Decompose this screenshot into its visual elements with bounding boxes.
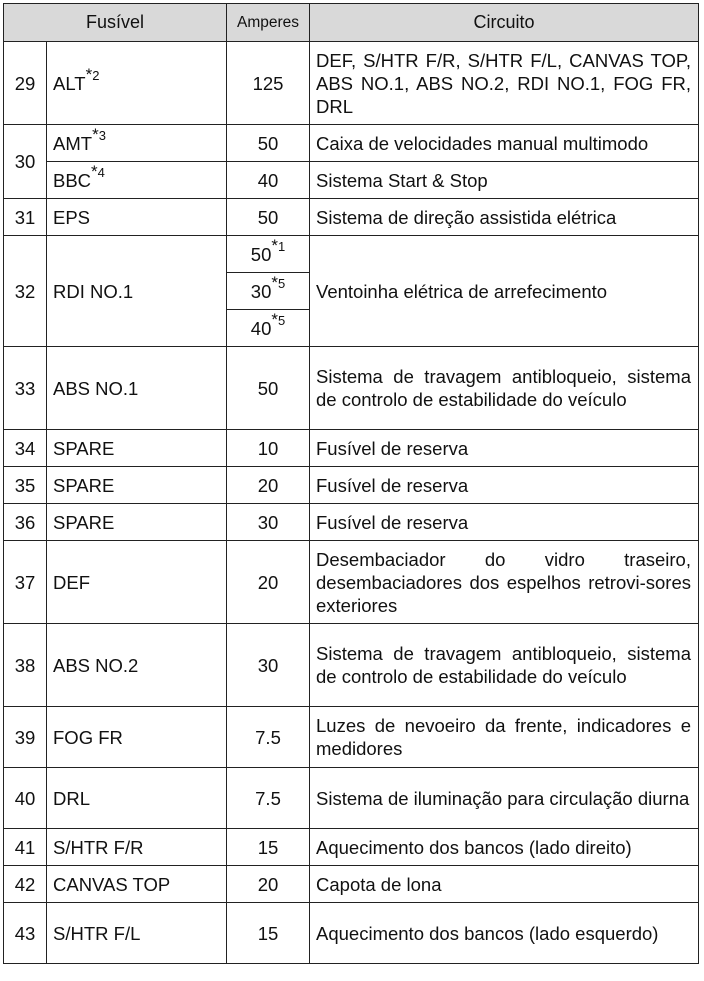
fuse-circuit: Fusível de reserva [310, 504, 699, 541]
table-row [4, 162, 699, 199]
fuse-amperes: 20 [227, 866, 310, 903]
fuse-name [47, 162, 227, 199]
fuse-amperes: 50 [227, 125, 310, 162]
fuse-number: 33 [4, 347, 47, 430]
fuse-number: 35 [4, 467, 47, 504]
fuse-name: DRL [47, 768, 227, 829]
fuse-amperes: 7.5 [227, 768, 310, 829]
footnote-ref: *5 [271, 310, 286, 330]
fuse-name: S/HTR F/R [47, 829, 227, 866]
fuse-number: 41 [4, 829, 47, 866]
table-row [4, 467, 699, 504]
fuse-label: ALT [53, 72, 86, 94]
fuse-number: 37 [4, 541, 47, 624]
fuse-name: CANVAS TOP [47, 866, 227, 903]
fuse-number: 29 [4, 42, 47, 125]
fuse-name: FOG FR [47, 707, 227, 768]
fuse-number: 43 [4, 903, 47, 964]
fuse-name: SPARE [47, 430, 227, 467]
fuse-amperes: 50 [227, 199, 310, 236]
fuse-name: S/HTR F/L [47, 903, 227, 964]
fuse-amperes: 30 [227, 504, 310, 541]
footnote-ref: *4 [91, 162, 105, 182]
fuse-circuit: Capota de lona [310, 866, 699, 903]
fuse-amperes: 15 [227, 829, 310, 866]
fuse-name: SPARE [47, 467, 227, 504]
fuse-circuit: Fusível de reserva [310, 467, 699, 504]
fuse-circuit: Ventoinha elétrica de arrefecimento [310, 236, 699, 347]
fuse-amperes: 30$^{*5}$ [227, 273, 310, 310]
fuse-circuit: Sistema de direção assistida elétrica [310, 199, 699, 236]
fuse-amperes: 125 [227, 42, 310, 125]
fuse-amperes: 30 [227, 624, 310, 707]
table-row [4, 541, 699, 624]
fuse-name: DEF [47, 541, 227, 624]
fuse-amperes: 50 [227, 347, 310, 430]
fuse-name: SPARE [47, 504, 227, 541]
fuse-circuit: Sistema de travagem antibloqueio, sistema de controlo de estabilidade do veículo [310, 347, 699, 430]
fuse-name: RDI NO.1 [47, 236, 227, 347]
fuse-number: 40 [4, 768, 47, 829]
footnote-ref: *2 [85, 65, 100, 85]
table-row [4, 504, 699, 541]
table-row [4, 125, 699, 162]
fuse-number: 38 [4, 624, 47, 707]
fuse-circuit: Aquecimento dos bancos (lado direito) [310, 829, 699, 866]
fuse-name [47, 42, 227, 125]
fuse-number: 32 [4, 236, 47, 347]
fuse-number: 39 [4, 707, 47, 768]
fuse-table [3, 3, 699, 964]
fuse-circuit: Fusível de reserva [310, 430, 699, 467]
table-row [4, 199, 699, 236]
header-amperes: Amperes [227, 4, 310, 42]
fuse-amperes: 20 [227, 467, 310, 504]
fuse-amperes: 10 [227, 430, 310, 467]
footnote-ref: *3 [92, 125, 106, 145]
fuse-circuit: Sistema de travagem antibloqueio, sistema de controlo de estabilidade do veículo [310, 624, 699, 707]
fuse-name [47, 125, 227, 162]
fuse-name: EPS [47, 199, 227, 236]
fuse-circuit: Aquecimento dos bancos (lado esquerdo) [310, 903, 699, 964]
table-row [4, 866, 699, 903]
table-row [4, 236, 699, 273]
fuse-circuit: DEF, S/HTR F/R, S/HTR F/L, CANVAS TOP, ABS NO.1, ABS NO.2, RDI NO.1, FOG FR, DRL [310, 42, 699, 125]
table-row [4, 624, 699, 707]
fuse-amperes: 15 [227, 903, 310, 964]
fuse-circuit: Caixa de velocidades manual multimodo [310, 125, 699, 162]
fuse-amperes: 20 [227, 541, 310, 624]
fuse-label: AMT [53, 132, 93, 154]
table-row [4, 829, 699, 866]
fuse-number: 34 [4, 430, 47, 467]
fuse-circuit: Sistema de iluminação para circulação diurna [310, 768, 699, 829]
fuse-name: ABS NO.1 [47, 347, 227, 430]
fuse-number: 36 [4, 504, 47, 541]
fuse-circuit: Luzes de nevoeiro da frente, indicadores e medidores [310, 707, 699, 768]
table-row [4, 768, 699, 829]
header-fusivel: Fusível [4, 4, 227, 42]
fuse-label: BBC [53, 169, 92, 191]
fuse-name: ABS NO.2 [47, 624, 227, 707]
footnote-ref: *1 [271, 236, 286, 256]
footnote-ref: *5 [271, 273, 286, 293]
fuse-number: 42 [4, 866, 47, 903]
fuse-circuit: Desembaciador do vidro traseiro, desembaciadores dos espelhos retrovi-sores exteriores [310, 541, 699, 624]
fuse-circuit: Sistema Start & Stop [310, 162, 699, 199]
fuse-number: 30 [4, 125, 47, 199]
table-row [4, 42, 699, 125]
fuse-amperes: 7.5 [227, 707, 310, 768]
table-row [4, 347, 699, 430]
fuse-number: 31 [4, 199, 47, 236]
fuse-amperes: 40 [227, 162, 310, 199]
fuse-amperes: 50$^{*1}$ [227, 236, 310, 273]
fuse-amperes: 40$^{*5}$ [227, 310, 310, 347]
table-row [4, 903, 699, 964]
header-row [4, 4, 699, 42]
table-row [4, 430, 699, 467]
header-circuito: Circuito [310, 4, 699, 42]
table-row [4, 707, 699, 768]
